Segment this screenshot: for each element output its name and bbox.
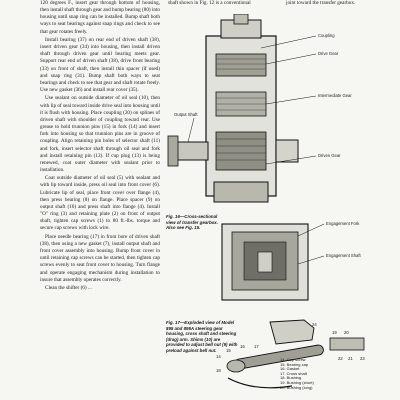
paragraph-2: Install bearing (37) on rear end of driven shaft (38), insert driven gear (34) into housing, then install driven shaft through driven gear until bearing meets gear. Support rear end of driven shaft (38), drive front bearing (33) on front of shaft, then install thin spacer (if used) and snap ring (31). Bump shaft both ways to seat bearings and check to see that gear and shaft rotate freely. Use new gasket (36) and install rear cover (35).: [40, 36, 160, 94]
part-19: 19: [332, 330, 337, 335]
engagement-mechanism-drawing: [220, 216, 370, 308]
paragraph-4: Coat outside diameter of oil seal (5) with sealant and with lip toward inside, press oil seal into front cover (6). Lubricate lip of seal, place front cover over flange (4), then press bearing (8) on flange. Place spacer (9) on output shaft (16) and press shaft into flange (4). Install "O" ring (3) and retaining plate (2) on front of output shaft, tighten cap screws (1) to 80 ft.-lbs. torque and secure cap screws with lock wire.: [40, 175, 160, 232]
right-column-top-text: [168, 0, 368, 12]
legend-item: 19. Bushing (short): [280, 379, 314, 385]
engagement-mechanism-view: [220, 216, 370, 308]
label-intermediate-gear: Intermediate Gear: [318, 93, 352, 98]
legend-item: 15. Bearing cap: [280, 361, 309, 367]
output-flange-shape: [168, 136, 178, 166]
bearing-cap-shape: [227, 360, 245, 372]
label-drive-gear: Drive Gear: [318, 51, 339, 56]
part-18: 18: [216, 368, 221, 373]
part-16: 16: [240, 344, 245, 349]
legend-item: 20. Bushing (long): [280, 384, 313, 390]
legend-item: 17. Cross shaft: [280, 370, 307, 376]
steering-arm-shape: [270, 320, 314, 344]
part-21: 21: [348, 356, 353, 361]
driven-gear-shape: [216, 132, 266, 170]
part-17: 17: [254, 344, 259, 349]
part-15: 15: [226, 348, 231, 353]
left-text-column: [40, 0, 160, 400]
paragraph-1: 120 degrees F., insert gear through bottom of housing, then install shaft through gear and bump bearing (80) into housing until snap ring can be installed. Bump shaft both ways to seat bearings against snap rings and check to see that gear rotates freely.: [40, 0, 160, 35]
legend-item: 16. Gasket: [280, 366, 300, 372]
paragraph-5: Place needle bearing (17) in front bore of driven shaft (38), then using a new gasket (7), install output shaft and front cover assembly into housing. Bump front cover in until retaining cap screws can be started, then tighten cap screws evenly to seat front cover to housing. Turn flange and operate engaging mechanism during installation to insure that assembly operates correctly.: [40, 233, 160, 283]
paragraph-3: Use sealant on outside diameter of oil seal (10), then with lip of seal toward inside drive seal into housing until it is flush with housing. Place coupling (20) on splines of driven shaft with shoulder of coupling toward rear. Use grease to hold trunnion pins (15) in fork (14) and insert fork into housing so that trunnion pins are in groove of coupling. Align retaining pin holes of selector shaft (11) and fork, insert selector shaft through oil seal and fork and install retaining pin (12). If cup plug (13) is being renewed, coat outer diameter with sealant prior to installation.: [40, 95, 160, 173]
part-20: 20: [344, 330, 349, 335]
legend-item: 14. Cap screw: [280, 357, 306, 362]
drive-gear-shape: [216, 54, 266, 76]
figure-16-cross-section: [166, 14, 366, 214]
housing-part-shape: [330, 338, 364, 350]
right-top-left-line: shaft shown in Fig. 12 is a conventional: [168, 0, 251, 6]
right-top-right-line: joint toward the transfer gearbox.: [286, 0, 356, 6]
part-23: 23: [360, 356, 365, 361]
figure-17-legend: [280, 358, 340, 390]
label-output-shaft: Output Shaft: [174, 112, 198, 117]
label-engagement-fork: Engagement Fork: [326, 221, 360, 226]
label-coupling: Coupling: [318, 33, 335, 38]
figure-16-caption: Fig. 16—Cross-sectional view of transfer gearbox. Also see Fig. 15.: [166, 214, 218, 231]
paragraph-6: Clean the shifter (6) ...: [45, 285, 92, 292]
part-22: 22: [338, 356, 343, 361]
legend-item: 18. Bushing: [280, 375, 302, 381]
output-shaft-shape: [174, 142, 208, 160]
bottom-cover-shape: [214, 182, 268, 202]
top-shaft-end: [234, 14, 248, 24]
label-driven-gear: Driven Gear: [318, 153, 341, 158]
part-14: 14: [216, 354, 221, 359]
label-engagement-shaft: Engagement Shaft: [326, 253, 361, 258]
gearbox-cross-section-drawing: [166, 14, 366, 214]
figure-17-caption: Fig. 17—Exploded view of Model 895 and 895A steering gear housing, cross shaft and steering (drag) arm. Shims (10) are provided to adjust bell nut (9) with preload against bell nut.: [166, 320, 238, 353]
coupling-shape: [276, 140, 298, 162]
part-24: 24: [312, 322, 317, 327]
